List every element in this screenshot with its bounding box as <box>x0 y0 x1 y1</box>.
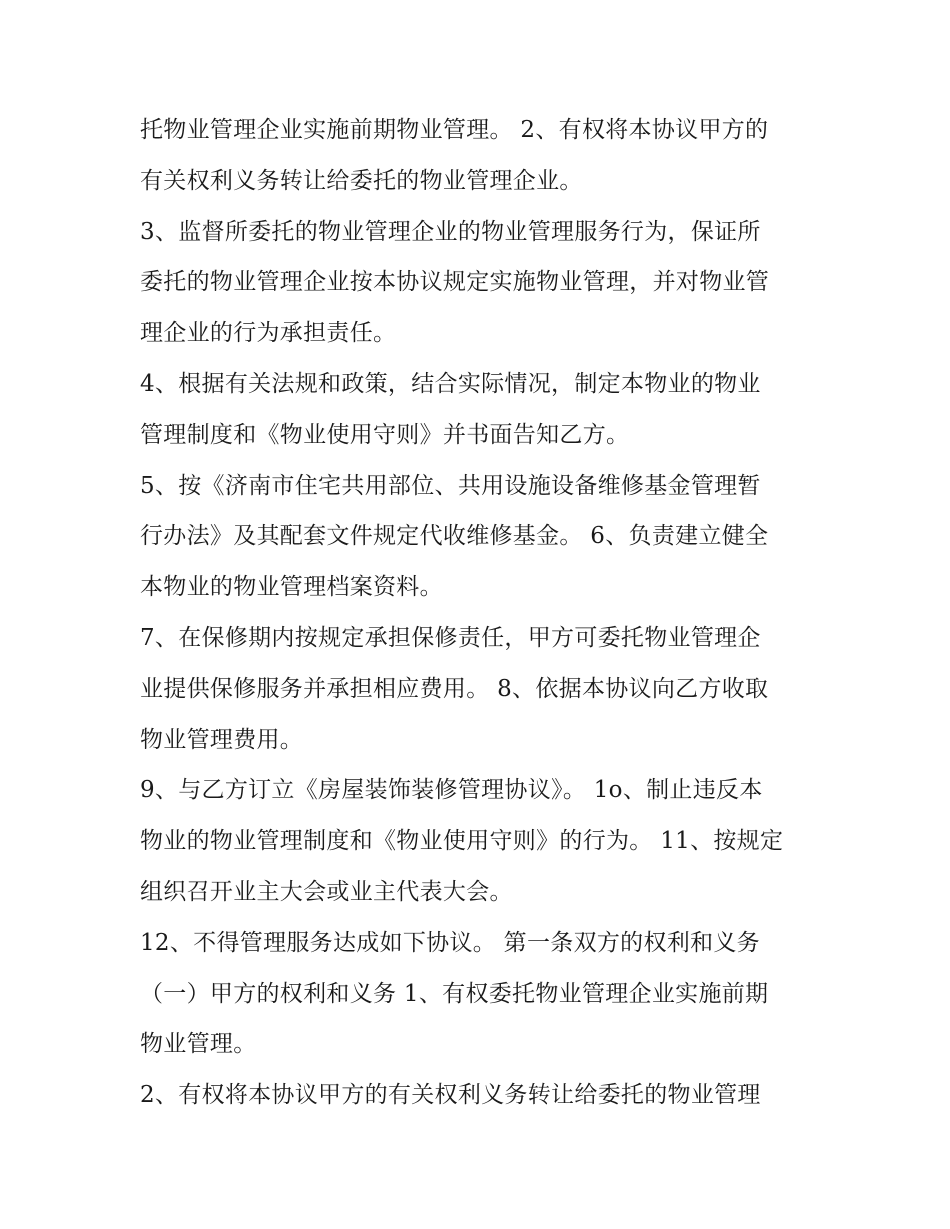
text-line: 物业管理费用。 <box>140 726 304 753</box>
text-line: 组织召开业主大会或业主代表大会。 <box>140 878 513 905</box>
text-line: 委托的物业管理企业按本协议规定实施物业管理，并对物业管 <box>140 269 770 296</box>
text-line: （一）甲方的权利和义务 1、有权委托物业管理企业实施前期 <box>140 980 769 1007</box>
text-line: 理企业的行为承担责任。 <box>140 320 397 347</box>
text-line: 有关权利义务转让给委托的物业管理企业。 <box>140 167 583 194</box>
text-line: 管理制度和《物业使用守则》并书面告知乙方。 <box>140 421 630 448</box>
text-line: 托物业管理企业实施前期物业管理。 2、有权将本协议甲方的 <box>140 117 769 143</box>
text-line: 2、有权将本协议甲方的有关权利义务转让给委托的物业管理 <box>140 1082 761 1109</box>
document-page <box>140 105 815 1121</box>
text-line: 12、不得管理服务达成如下协议。 第一条双方的权利和义务 <box>140 929 760 956</box>
text-line: 业提供保修服务并承担相应费用。 8、依据本协议向乙方收取 <box>140 675 769 702</box>
text-line: 物业管理。 <box>140 1031 257 1058</box>
text-line: 本物业的物业管理档案资料。 <box>140 574 443 601</box>
text-line: 4、根据有关法规和政策，结合实际情况，制定本物业的物业 <box>140 370 761 397</box>
text-line: 9、与乙方订立《房屋装饰装修管理协议》。 1o、制止违反本 <box>140 777 763 804</box>
text-line: 7、在保修期内按规定承担保修责任，甲方可委托物业管理企 <box>140 624 761 651</box>
text-line: 物业的物业管理制度和《物业使用守则》的行为。 11、按规定 <box>140 828 784 855</box>
text-line: 5、按《济南市住宅共用部位、共用设施设备维修基金管理暂 <box>140 472 761 499</box>
text-line: 3、监督所委托的物业管理企业的物业管理服务行为，保证所 <box>140 218 761 245</box>
text-line: 行办法》及其配套文件规定代收维修基金。 6、负责建立健全 <box>140 523 769 550</box>
